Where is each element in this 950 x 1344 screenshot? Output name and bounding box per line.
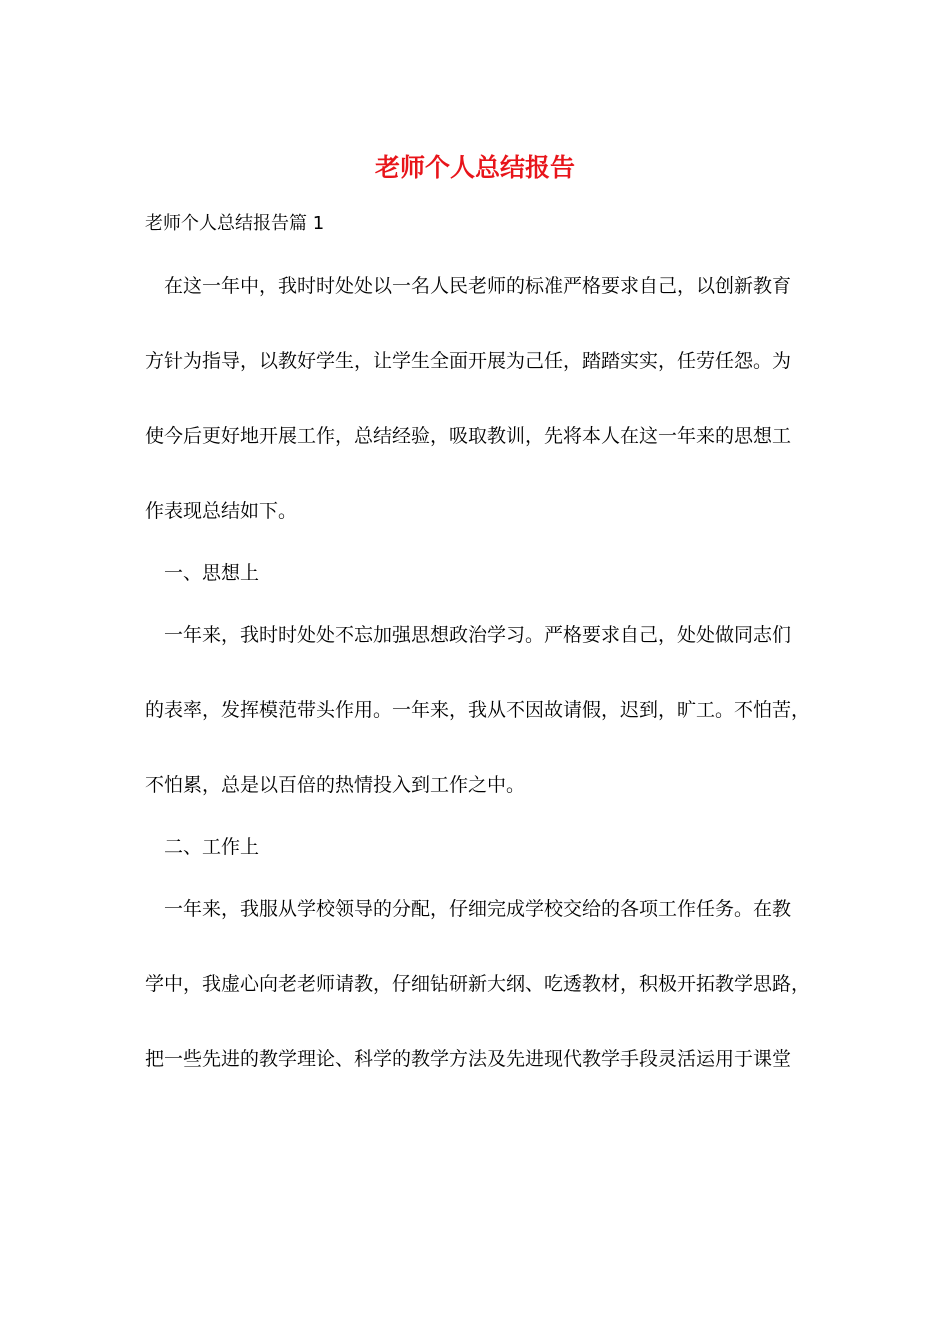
document-subtitle: 老师个人总结报告篇 1 bbox=[145, 213, 325, 234]
section-heading: 一、思想上 bbox=[164, 562, 260, 584]
paragraph-line: 在这一年中，我时时处处以一名人民老师的标准严格要求自己，以创新教育 bbox=[164, 275, 792, 297]
section-heading: 二、工作上 bbox=[164, 836, 260, 858]
paragraph-line: 一年来，我服从学校领导的分配，仔细完成学校交给的各项工作任务。在教 bbox=[164, 898, 792, 920]
paragraph-line: 不怕累，总是以百倍的热情投入到工作之中。 bbox=[145, 774, 526, 796]
paragraph-line: 的表率，发挥模范带头作用。一年来，我从不因故请假，迟到，旷工。不怕苦， bbox=[145, 699, 811, 721]
paragraph-line: 一年来，我时时处处不忘加强思想政治学习。严格要求自己，处处做同志们 bbox=[164, 624, 792, 646]
paragraph-line: 学中，我虚心向老老师请教，仔细钻研新大纲、吃透教材，积极开拓教学思路， bbox=[145, 973, 811, 995]
document-title: 老师个人总结报告 bbox=[374, 153, 575, 182]
paragraph-line: 作表现总结如下。 bbox=[145, 500, 298, 522]
paragraph-line: 把一些先进的教学理论、科学的教学方法及先进现代教学手段灵活运用于课堂 bbox=[145, 1048, 792, 1070]
paragraph-line: 方针为指导，以教好学生，让学生全面开展为己任，踏踏实实，任劳任怨。为 bbox=[145, 350, 792, 372]
paragraph-line: 使今后更好地开展工作，总结经验，吸取教训，先将本人在这一年来的思想工 bbox=[145, 425, 792, 447]
